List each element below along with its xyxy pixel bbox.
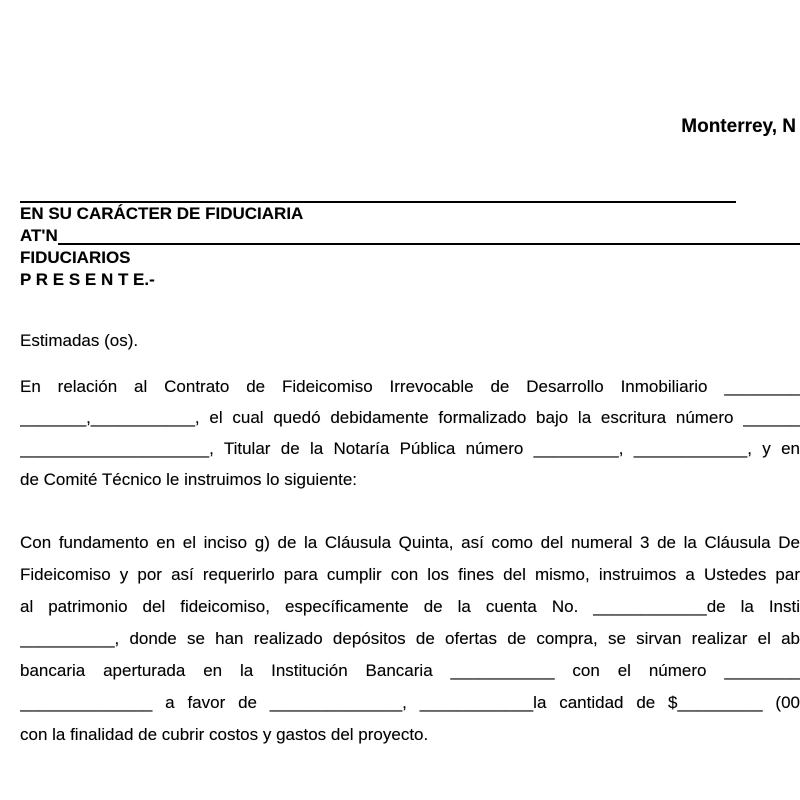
paragraph-line: _______,___________, el cual quedó debidamente formalizado bajo la escritura número ______ [20,408,800,427]
paragraph-line: En relación al Contrato de Fideicomiso Irrevocable de Desarrollo Inmobiliario ________ [20,377,800,396]
attn-blank-line [58,225,800,245]
paragraph-line: al patrimonio del fideicomiso, específicamente de la cuenta No. ____________de la Insti [20,597,800,616]
attn-label: AT'N [20,226,58,245]
recipient-name-blank-line [20,196,736,203]
instruction-paragraph [20,527,800,751]
opening-paragraph [20,371,800,495]
recipient-block [20,196,800,291]
salutation: Estimadas (os). [20,331,139,350]
paragraph-line: con la finalidad de cubrir costos y gastos del proyecto. [20,725,429,744]
paragraph-line: bancaria aperturada en la Institución Bancaria ___________ con el número ________ [20,661,800,680]
paragraph-line: Fideicomiso y por así requerirlo para cumplir con los fines del mismo, instruimos a Ustedes par [20,565,800,584]
presente-line: P R E S E N T E.- [20,270,155,289]
paragraph-line: __________, donde se han realizado depósitos de ofertas de compra, se sirvan realizar el ab [20,629,800,648]
paragraph-line: de Comité Técnico le instruimos lo siguiente: [20,470,358,489]
recipient-department-line: FIDUCIARIOS [20,248,131,267]
city-date-line: Monterrey, N [681,116,796,137]
recipient-capacity-line: EN SU CARÁCTER DE FIDUCIARIA [20,204,304,223]
paragraph-line: Con fundamento en el inciso g) de la Cláusula Quinta, así como del numeral 3 de la Cláusula De [20,533,800,552]
attn-line [20,225,800,247]
paragraph-line: ______________ a favor de ______________, ____________la cantidad de $_________ (00 [20,693,800,712]
paragraph-line: ____________________, Titular de la Notaría Pública número _________, ____________, y en [20,439,800,458]
